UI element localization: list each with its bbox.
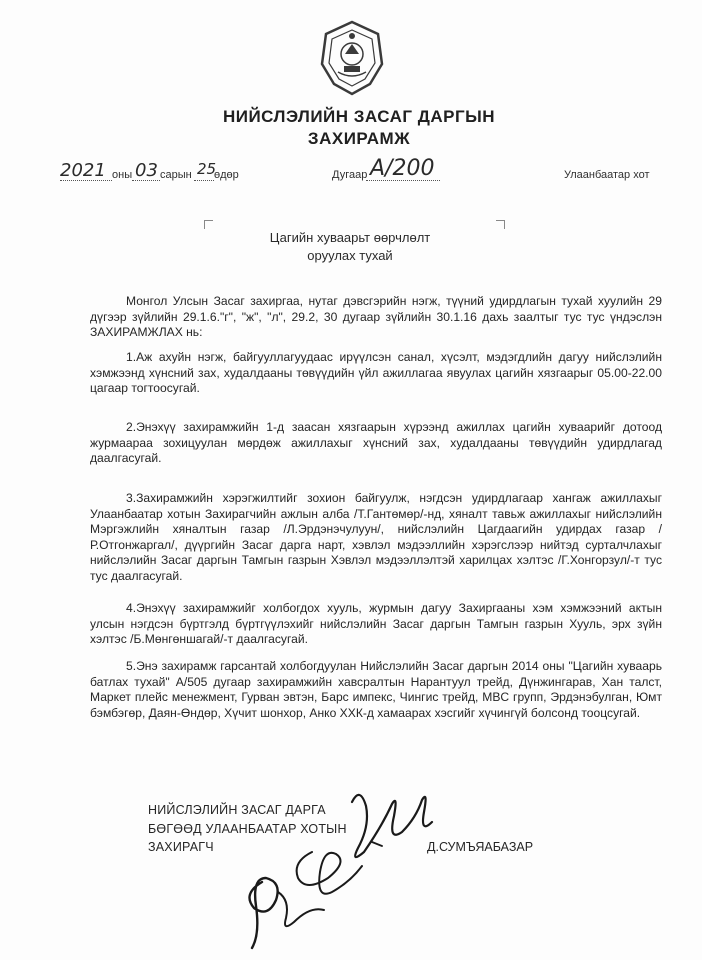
signatory-title-line-1: НИЙСЛЭЛИЙН ЗАСАГ ДАРГА: [148, 803, 326, 817]
document-type-title: ЗАХИРАМЖ: [307, 129, 411, 148]
body-item-4: [90, 601, 662, 648]
month-underline: [132, 180, 160, 181]
date-number-line: [60, 156, 680, 190]
body-item-5: [90, 659, 662, 721]
body-intro: [90, 294, 662, 341]
item-5-paragraph: 5.Энэ захирамж гарсантай холбогдуулан Нийслэлийн Засаг даргын 2014 оны "Цагийн хуваарь батлах тухай" А/505 дугаар захирамжийн хавсралтын Нарантуул трейд, Дүнжингарав, Хан талст, Маркет плейс менежмент, Гурван эвтэн, Барс импекс, Чингис трейд, MBC групп, Эрдэнэбулган, Юмт бэмбэгөр, Даян-Өндөр, Хүчит шонхор, Анко ХХК-д хамаарах хэсгийг хүчингүй болсонд тооцсугай.: [90, 659, 662, 720]
date-month: 03: [135, 160, 158, 181]
year-underline: [60, 180, 112, 181]
item-1-paragraph: 1.Аж ахуйн нэгж, байгууллагуудаас ирүүлсэн санал, хүсэлт, мэдэгдлийн дагуу нийслэлийн хэмжээнд хүнсний зах, худалдааны төвүүдийн үйл ажиллагаа явуулах цагийн хязгаарыг 05.00-22.00 цагаар тогтоосугай.: [90, 350, 662, 396]
body-item-3: [90, 491, 662, 585]
handwritten-signature: [232, 782, 452, 952]
document-number: А/200: [370, 156, 435, 181]
date-year: 2021: [60, 160, 106, 181]
year-label: оны: [112, 169, 133, 181]
body-item-1: [90, 350, 662, 397]
subject-line-1: Цагийн хуваарьт өөрчлөлт: [269, 230, 431, 245]
subject-corner-right: [496, 220, 505, 229]
day-underline: [194, 180, 214, 181]
number-underline: [366, 180, 440, 181]
state-emblem-icon: [316, 20, 388, 96]
city-label: Улаанбаатар хот: [564, 169, 650, 181]
number-label: Дугаар: [332, 169, 368, 181]
month-label: сарын: [160, 169, 192, 181]
signatory-title-line-3: ЗАХИРАГЧ: [148, 840, 214, 854]
subject-line-2: оруулах тухай: [307, 248, 393, 263]
intro-paragraph: Монгол Улсын Засаг захиргаа, нутаг дэвсгэрийн нэгж, түүний удирдлагын тухай хуулийн 29 дүгээр зүйлийн 29.1.6."г", "ж", "л", 29.2, 30 дугаар зүйлийн 30.1.16 дахь заалтыг тус тус үндэслэн ЗАХИРАМЖЛАХ нь:: [90, 294, 662, 340]
date-day: 25: [197, 160, 217, 178]
day-label: өдөр: [214, 169, 239, 181]
issuer-title: НИЙСЛЭЛИЙН ЗАСАГ ДАРГЫН: [222, 107, 496, 126]
signatory-title-line-2: БӨГӨӨД УЛААНБААТАР ХОТЫН: [148, 822, 347, 836]
item-3-paragraph: 3.Захирамжийн хэрэгжилтийг зохион байгуулж, нэгдсэн удирдлагаар хангаж ажиллахыг Улаанбаатар хотын Захирагчийн ажлын алба /Т.Гантөмөр/-нд, хяналт тавьж ажиллахыг нийслэлийн Мэргэжлийн хяналтын газар /Л.Эрдэнэчулуун/, нийслэлийн Цагдаагийн удирдах газар /Р.Отгонжаргал/, дүүргийн Засаг дарга нарт, хэвлэл мэдээллийн хэрэгслээр нийтэд сурталчлахыг нийслэлийн Засаг даргын Тамгын газрын Хэвлэл мэдээллэлтэй харилцах хэлтэс /Г.Хонгорзул/-т тус тус даалгасугай.: [90, 491, 662, 583]
item-2-paragraph: 2.Энэхүү захирамжийн 1-д заасан хязгаарын хүрээнд ажиллах цагийн хуваарийг дотоод журмаараа зохицуулан мөрдөж ажиллахыг хүнсний зах, худалдааны төвүүдийн удирдлагад даалгасугай.: [90, 420, 662, 466]
signatory-name: Д.СУМЪЯАБАЗАР: [427, 840, 534, 854]
item-4-paragraph: 4.Энэхүү захирамжийг холбогдох хууль, журмын дагуу Захиргааны хэм хэмжээний актын улсын нэгдсэн бүртгэлд бүртгүүлэхийг нийслэлийн Засаг даргын Тамгын газрын Хууль, эрх зүйн хэлтэс /Б.Мөнгөншагай/-т даалгасугай.: [90, 601, 662, 647]
body-item-2: [90, 420, 662, 467]
subject-corner-left: [204, 220, 213, 229]
